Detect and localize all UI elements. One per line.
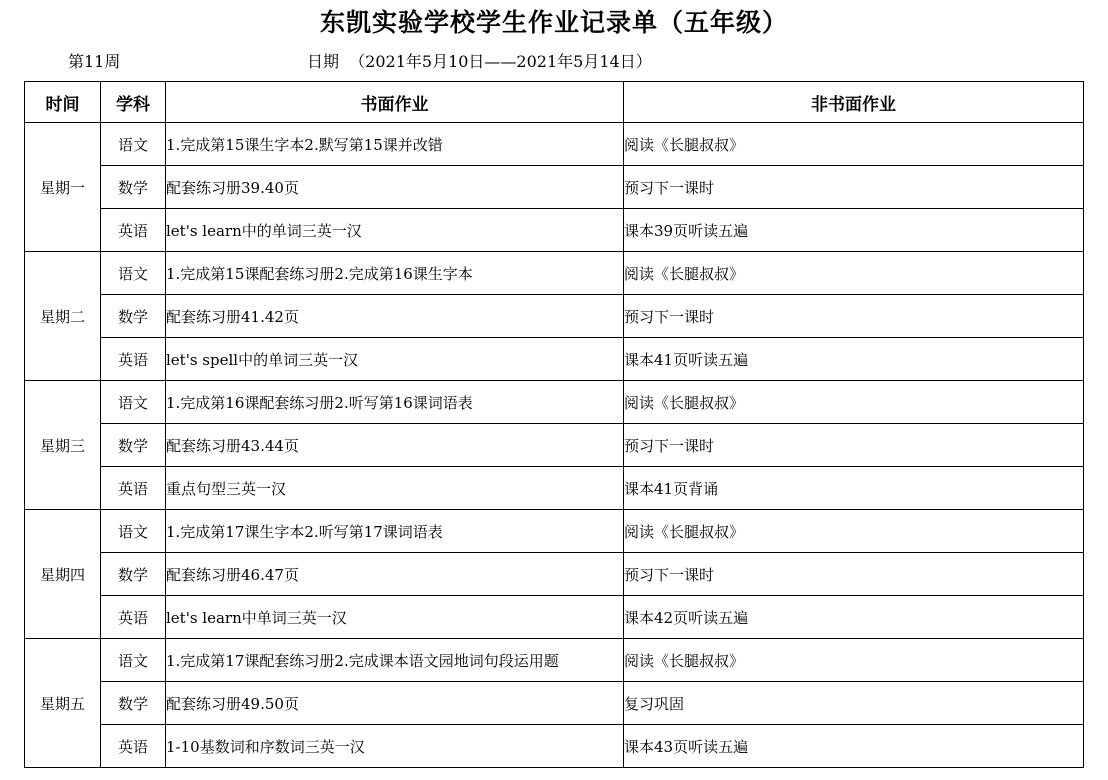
table-row — [25, 381, 1084, 424]
day-cell: 星期三 — [25, 381, 101, 510]
day-cell: 星期一 — [25, 123, 101, 252]
written-homework-cell: 重点句型三英一汉 — [166, 467, 624, 510]
subject-cell: 语文 — [101, 639, 166, 682]
nonwritten-homework-cell: 阅读《长腿叔叔》 — [624, 381, 1084, 424]
written-homework-cell: 配套练习册41.42页 — [166, 295, 624, 338]
subject-cell: 数学 — [101, 295, 166, 338]
nonwritten-homework-cell: 阅读《长腿叔叔》 — [624, 252, 1084, 295]
written-homework-cell: 配套练习册39.40页 — [166, 166, 624, 209]
subject-cell: 数学 — [101, 682, 166, 725]
nonwritten-homework-cell: 课本41页背诵 — [624, 467, 1084, 510]
nonwritten-homework-cell: 课本43页听读五遍 — [624, 725, 1084, 768]
written-homework-cell: let's spell中的单词三英一汉 — [166, 338, 624, 381]
subject-cell: 英语 — [101, 209, 166, 252]
subject-cell: 语文 — [101, 381, 166, 424]
date-range: 日期 （2021年5月10日——2021年5月14日） — [307, 52, 652, 71]
subject-cell: 英语 — [101, 338, 166, 381]
written-homework-cell: let's learn中单词三英一汉 — [166, 596, 624, 639]
week-label: 第11周 — [68, 52, 121, 71]
nonwritten-homework-cell: 阅读《长腿叔叔》 — [624, 123, 1084, 166]
written-homework-cell: let's learn中的单词三英一汉 — [166, 209, 624, 252]
header-time: 时间 — [25, 82, 101, 123]
table-row — [25, 295, 1084, 338]
written-homework-cell: 1.完成第17课生字本2.听写第17课词语表 — [166, 510, 624, 553]
written-homework-cell: 配套练习册43.44页 — [166, 424, 624, 467]
subject-cell: 英语 — [101, 596, 166, 639]
subject-cell: 语文 — [101, 252, 166, 295]
nonwritten-homework-cell: 预习下一课时 — [624, 295, 1084, 338]
table-row — [25, 467, 1084, 510]
written-homework-cell: 1.完成第15课配套练习册2.完成第16课生字本 — [166, 252, 624, 295]
nonwritten-homework-cell: 复习巩固 — [624, 682, 1084, 725]
nonwritten-homework-cell: 课本39页听读五遍 — [624, 209, 1084, 252]
table-row — [25, 252, 1084, 295]
nonwritten-homework-cell: 预习下一课时 — [624, 166, 1084, 209]
header-nonwritten: 非书面作业 — [624, 82, 1084, 123]
header-subject: 学科 — [101, 82, 166, 123]
subject-cell: 语文 — [101, 123, 166, 166]
document-title: 东凯实验学校学生作业记录单（五年级） — [319, 8, 788, 37]
subject-cell: 英语 — [101, 725, 166, 768]
nonwritten-homework-cell: 课本41页听读五遍 — [624, 338, 1084, 381]
table-row — [25, 166, 1084, 209]
written-homework-cell: 1.完成第17课配套练习册2.完成课本语文园地词句段运用题 — [166, 639, 624, 682]
table-row — [25, 510, 1084, 553]
table-row — [25, 639, 1084, 682]
table-row — [25, 682, 1084, 725]
written-homework-cell: 1.完成第16课配套练习册2.听写第16课词语表 — [166, 381, 624, 424]
written-homework-cell: 配套练习册49.50页 — [166, 682, 624, 725]
table-row — [25, 725, 1084, 768]
nonwritten-homework-cell: 阅读《长腿叔叔》 — [624, 639, 1084, 682]
header-written: 书面作业 — [166, 82, 624, 123]
day-cell: 星期四 — [25, 510, 101, 639]
nonwritten-homework-cell: 预习下一课时 — [624, 424, 1084, 467]
table-row — [25, 424, 1084, 467]
written-homework-cell: 配套练习册46.47页 — [166, 553, 624, 596]
subject-cell: 语文 — [101, 510, 166, 553]
table-row — [25, 338, 1084, 381]
table-row — [25, 553, 1084, 596]
nonwritten-homework-cell: 预习下一课时 — [624, 553, 1084, 596]
table-row — [25, 596, 1084, 639]
homework-table — [24, 81, 1084, 768]
nonwritten-homework-cell: 课本42页听读五遍 — [624, 596, 1084, 639]
subject-cell: 数学 — [101, 424, 166, 467]
day-cell: 星期二 — [25, 252, 101, 381]
table-row — [25, 123, 1084, 166]
subject-cell: 数学 — [101, 166, 166, 209]
table-row — [25, 209, 1084, 252]
subject-cell: 英语 — [101, 467, 166, 510]
written-homework-cell: 1.完成第15课生字本2.默写第15课并改错 — [166, 123, 624, 166]
subject-cell: 数学 — [101, 553, 166, 596]
day-cell: 星期五 — [25, 639, 101, 768]
written-homework-cell: 1-10基数词和序数词三英一汉 — [166, 725, 624, 768]
nonwritten-homework-cell: 阅读《长腿叔叔》 — [624, 510, 1084, 553]
header-row — [25, 82, 1084, 123]
